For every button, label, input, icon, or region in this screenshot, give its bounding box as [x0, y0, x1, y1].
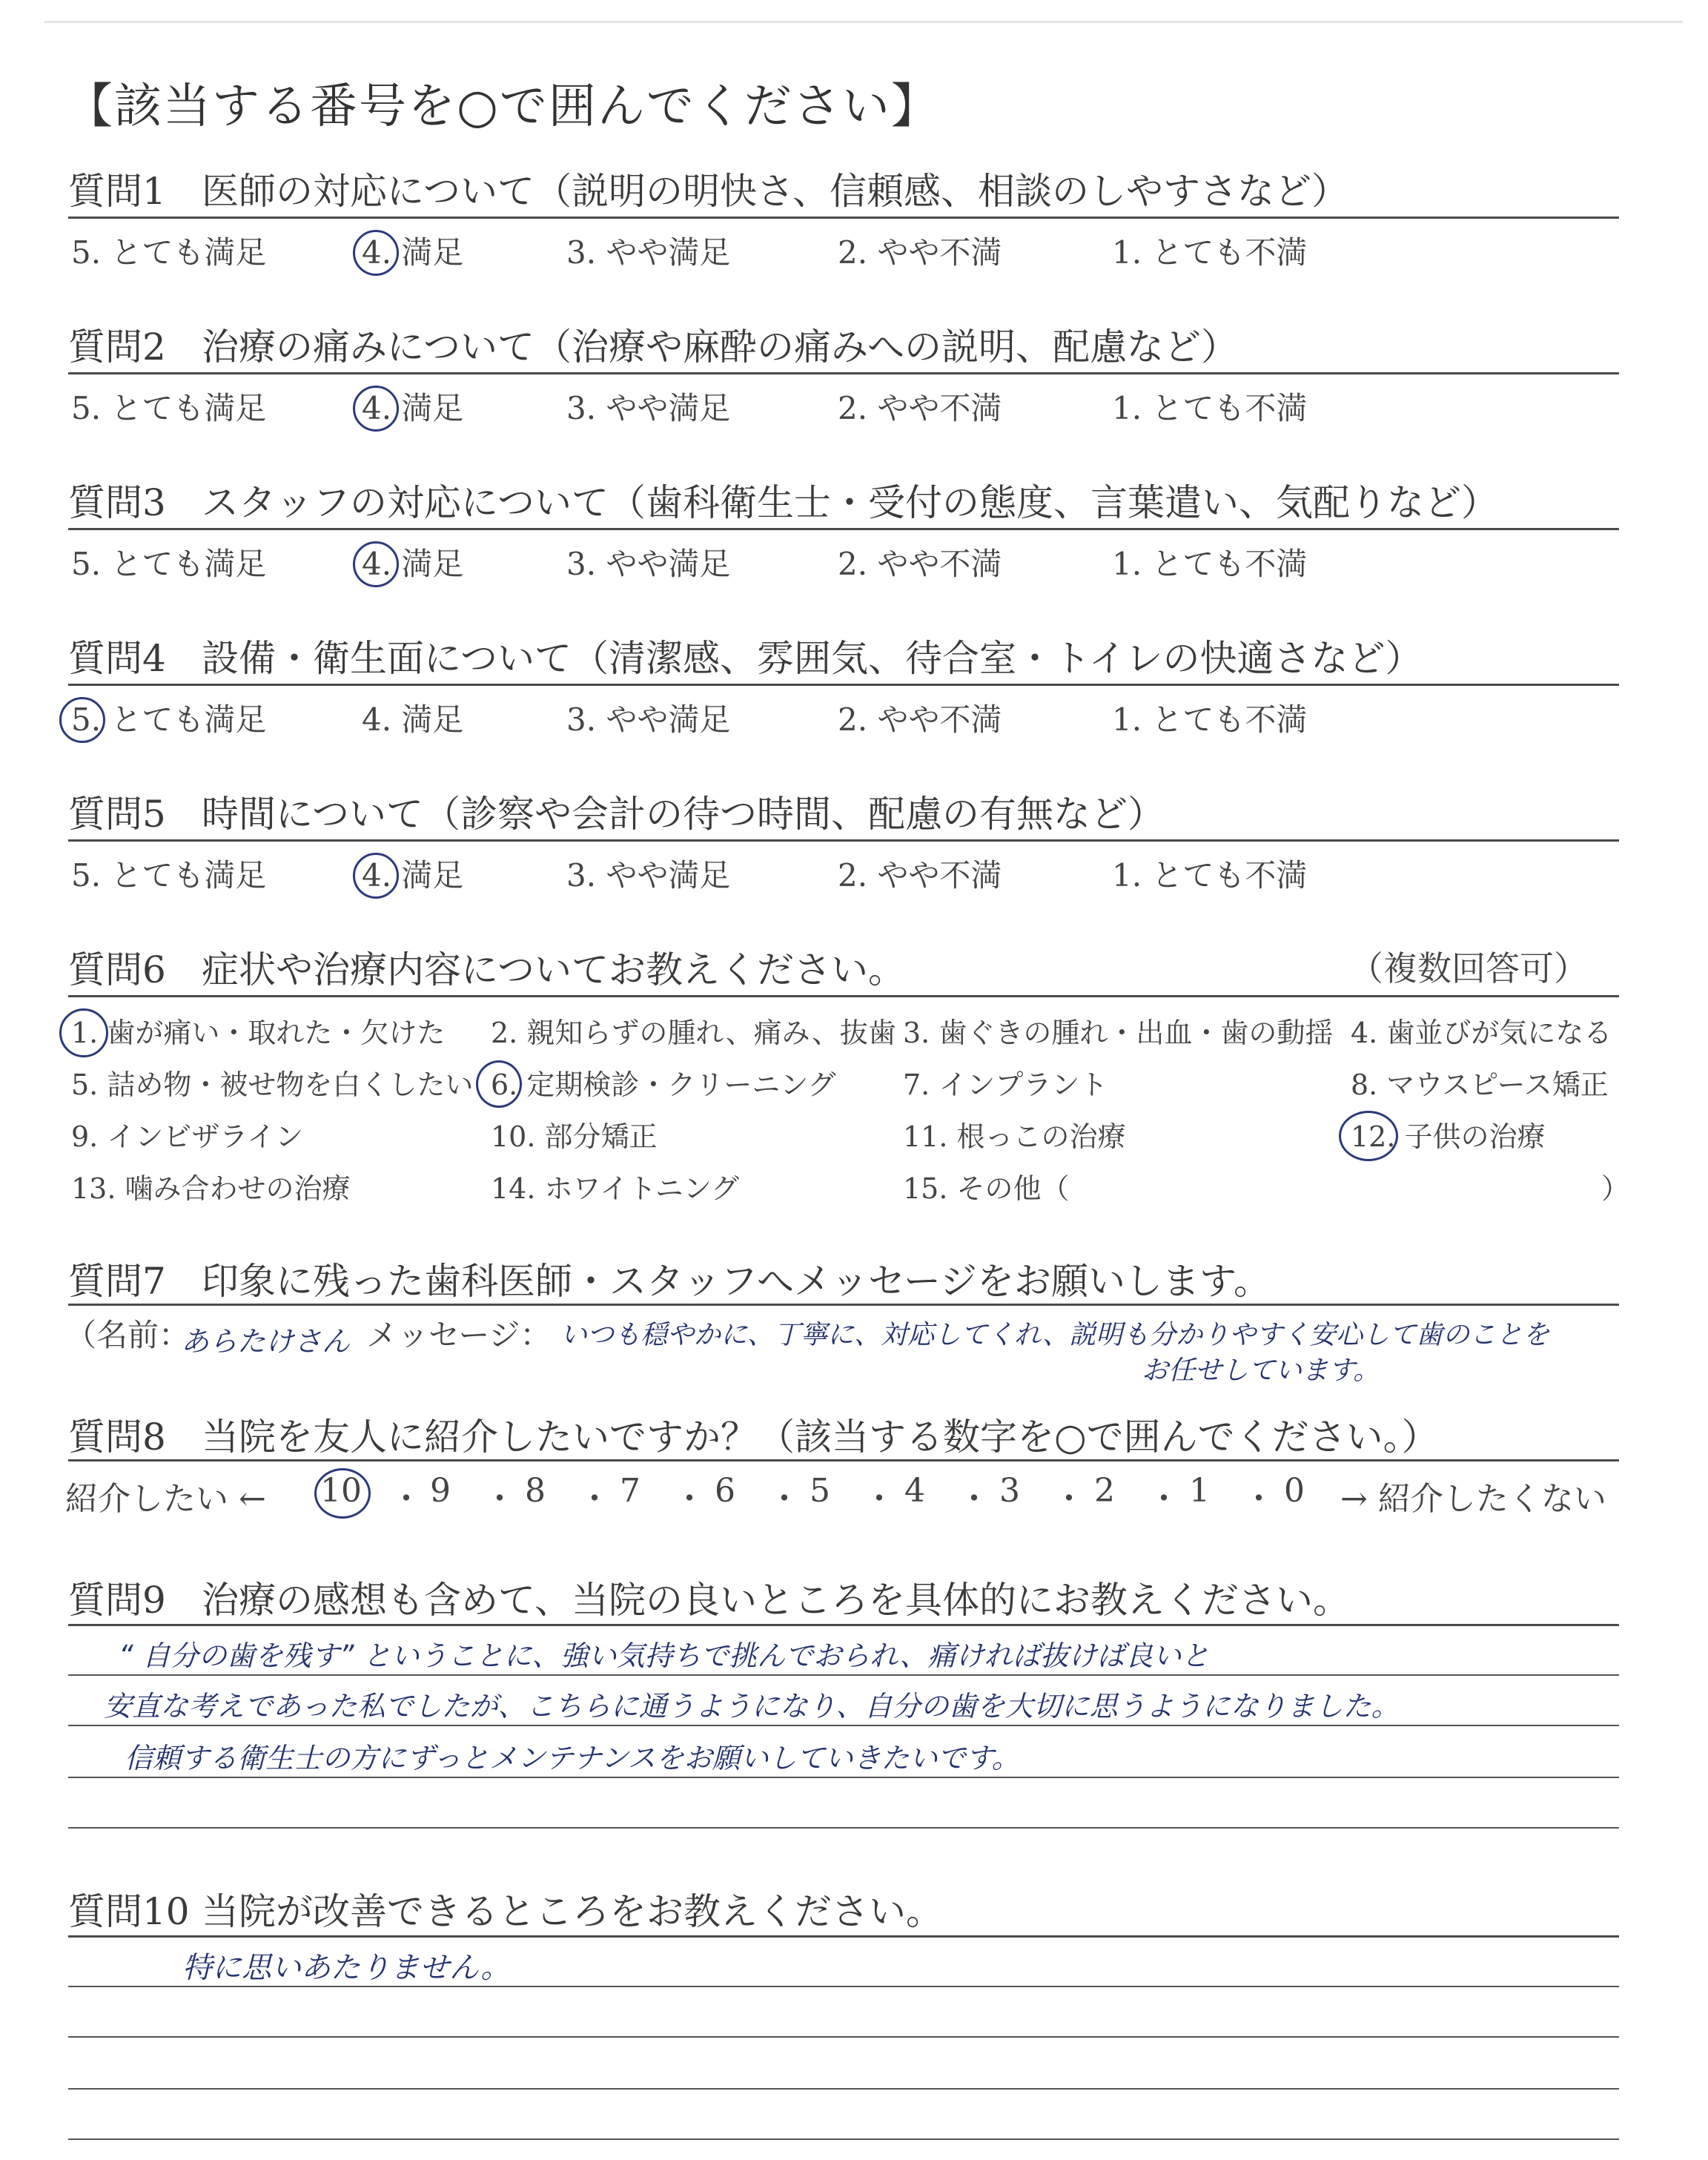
- question-text: 印象に残った歯科医師・スタッフへメッセージをお願いします。: [202, 1260, 1271, 1303]
- q6-option-4[interactable]: 4. 歯並びが気になる: [1351, 1017, 1612, 1049]
- q6-option-2[interactable]: 2. 親知らずの腫れ、痛み、抜歯: [491, 1017, 896, 1049]
- question-5-heading: [68, 785, 1165, 838]
- divider: [68, 1935, 1619, 1938]
- answer-line: [68, 1674, 1619, 1676]
- page-title: 【該当する番号を○で囲んでください】: [65, 79, 940, 134]
- question-number: 質問8: [68, 1416, 166, 1459]
- option-4[interactable]: 4. 満足: [362, 390, 464, 426]
- divider: [68, 1304, 1619, 1306]
- question-text: 治療の痛みについて（治療や麻酔の痛みへの説明、配慮など）: [202, 326, 1238, 369]
- q9-answer-line-2[interactable]: 安直な考えであった私でしたが、こちらに通うようになり、自分の歯を大切に思うようになりました。: [104, 1690, 1400, 1723]
- option-4[interactable]: 4. 満足: [362, 546, 464, 582]
- selection-circle: [59, 697, 105, 743]
- option-2[interactable]: 2. やや不満: [838, 857, 1002, 894]
- selection-circle: [353, 386, 399, 432]
- question-text: 症状や治療内容についてお教えください。: [202, 948, 905, 991]
- q10-answer[interactable]: 特に思いあたりません。: [182, 1951, 511, 1985]
- question-number: 質問1: [68, 170, 166, 213]
- question-7-heading: [68, 1252, 1271, 1305]
- option-1[interactable]: 1. とても不満: [1112, 234, 1308, 271]
- q6-option-10[interactable]: 10. 部分矯正: [491, 1120, 658, 1153]
- option-4[interactable]: 4. 満足: [362, 857, 464, 894]
- scale-dot: ・: [1053, 1480, 1085, 1518]
- answer-line: [68, 2138, 1619, 2140]
- selection-circle: [353, 230, 399, 276]
- question-text: 時間について（診察や会計の待つ時間、配慮の有無など）: [202, 793, 1165, 836]
- question-1-heading: [68, 162, 1348, 215]
- option-5[interactable]: 5. とても満足: [71, 546, 267, 582]
- divider: [68, 839, 1619, 842]
- q6-option-1[interactable]: 1. 歯が痛い・取れた・欠けた: [71, 1017, 446, 1049]
- option-3[interactable]: 3. やや満足: [566, 701, 731, 738]
- scale-dot: ・: [863, 1480, 896, 1518]
- divider: [68, 995, 1619, 997]
- option-3[interactable]: 3. やや満足: [566, 857, 731, 894]
- option-3[interactable]: 3. やや満足: [566, 546, 731, 582]
- question-number: 質問9: [68, 1579, 166, 1622]
- q6-option-3[interactable]: 3. 歯ぐきの腫れ・出血・歯の動揺: [903, 1017, 1334, 1049]
- question-text: 設備・衛生面について（清潔感、雰囲気、待合室・トイレの快適さなど）: [202, 637, 1423, 680]
- scale-9[interactable]: 9: [430, 1472, 451, 1510]
- q6-option-12[interactable]: 12. 子供の治療: [1351, 1120, 1546, 1153]
- question-number: 質問10: [68, 1890, 190, 1933]
- scale-5[interactable]: 5: [810, 1472, 830, 1510]
- divider: [68, 217, 1619, 219]
- question-number: 質問5: [68, 793, 166, 836]
- question-6-heading: [68, 940, 905, 994]
- option-1[interactable]: 1. とても不満: [1112, 546, 1308, 582]
- scale-6[interactable]: 6: [715, 1472, 735, 1510]
- scale-2[interactable]: 2: [1094, 1472, 1115, 1510]
- question-text: 当院を友人に紹介したいですか？（該当する数字を○で囲んでください。）: [202, 1416, 1439, 1459]
- scale-dot: ・: [1148, 1480, 1180, 1518]
- divider: [68, 372, 1619, 374]
- option-2[interactable]: 2. やや不満: [838, 390, 1002, 426]
- q6-option-15[interactable]: 15. その他（: [903, 1172, 1070, 1205]
- question-number: 質問6: [68, 948, 166, 991]
- q6-option-9[interactable]: 9. インビザライン: [71, 1120, 304, 1153]
- scale-dot: ・: [578, 1480, 611, 1518]
- scale-dot: ・: [1242, 1480, 1275, 1518]
- selection-circle: [476, 1060, 522, 1108]
- question-3-heading: [68, 473, 1498, 526]
- answer-line: [68, 2088, 1619, 2090]
- recommend-left-label: 紹介したい ←: [65, 1480, 266, 1518]
- option-3[interactable]: 3. やや満足: [566, 390, 731, 426]
- selection-circle: [353, 541, 399, 587]
- scale-dot: ・: [483, 1480, 516, 1518]
- divider: [68, 528, 1619, 530]
- q6-option-6[interactable]: 6. 定期検診・クリーニング: [491, 1069, 836, 1101]
- scale-dot: ・: [768, 1480, 801, 1518]
- question-9-heading: [68, 1571, 1350, 1624]
- name-label: （名前：: [65, 1317, 191, 1353]
- option-2[interactable]: 2. やや不満: [838, 701, 1002, 738]
- selection-circle: [314, 1468, 371, 1519]
- scale-1[interactable]: 1: [1189, 1472, 1210, 1510]
- multiple-answers-note: （複数回答可）: [1349, 948, 1588, 988]
- question-text: スタッフの対応について（歯科衛生士・受付の態度、言葉遣い、気配りなど）: [202, 481, 1498, 524]
- question-text: 医師の対応について（説明の明快さ、信頼感、相談のしやすさなど）: [202, 170, 1348, 213]
- question-4-heading: [68, 629, 1423, 682]
- selection-circle: [59, 1008, 108, 1057]
- question-number: 質問4: [68, 637, 166, 680]
- answer-line: [68, 1777, 1619, 1778]
- option-4[interactable]: 4. 満足: [362, 234, 464, 271]
- selection-circle: [353, 853, 399, 899]
- message-label: メッセージ：: [366, 1317, 552, 1353]
- q6-option-5[interactable]: 5. 詰め物・被せ物を白くしたい: [71, 1069, 474, 1101]
- scale-0[interactable]: 0: [1284, 1472, 1305, 1510]
- option-5[interactable]: 5. とても満足: [71, 234, 267, 271]
- question-text: 当院が改善できるところをお教えください。: [202, 1890, 943, 1933]
- q6-option-13[interactable]: 13. 噛み合わせの治療: [71, 1172, 351, 1205]
- question-number: 質問2: [68, 326, 166, 369]
- answer-line: [68, 1827, 1619, 1829]
- option-5[interactable]: 5. とても満足: [71, 390, 267, 426]
- option-1[interactable]: 1. とても不満: [1112, 857, 1308, 894]
- question-number: 質問7: [68, 1260, 166, 1303]
- selection-circle: [1339, 1111, 1398, 1161]
- question-number: 質問3: [68, 481, 166, 524]
- q6-option-7[interactable]: 7. インプラント: [903, 1069, 1108, 1101]
- q6-other-close-paren: ）: [1601, 1172, 1630, 1205]
- option-1[interactable]: 1. とても不満: [1112, 390, 1308, 426]
- q6-option-11[interactable]: 11. 根っこの治療: [903, 1120, 1126, 1153]
- option-5[interactable]: 5. とても満足: [71, 701, 267, 738]
- question-text: 治療の感想も含めて、当院の良いところを具体的にお教えください。: [202, 1579, 1350, 1622]
- scale-10[interactable]: 10: [320, 1472, 362, 1510]
- question-8-heading: [68, 1407, 1439, 1461]
- scale-dot: ・: [390, 1480, 423, 1518]
- scale-dot: ・: [958, 1480, 990, 1518]
- question-10-heading: [68, 1882, 943, 1935]
- option-3[interactable]: 3. やや満足: [566, 234, 731, 271]
- name-value[interactable]: あらたけさん: [181, 1325, 351, 1358]
- top-edge: [44, 21, 1683, 23]
- scale-7[interactable]: 7: [620, 1472, 640, 1510]
- message-line-1[interactable]: いつも穏やかに、丁寧に、対応してくれ、説明も分かりやすく安心して歯のことを: [560, 1320, 1550, 1350]
- q9-answer-line-3[interactable]: 信頼する衛生士の方にずっとメンテナンスをお願いしていきたいです。: [125, 1742, 1020, 1774]
- q6-option-14[interactable]: 14. ホワイトニング: [491, 1172, 740, 1205]
- scale-dot: ・: [673, 1480, 706, 1518]
- option-2[interactable]: 2. やや不満: [838, 234, 1002, 271]
- question-2-heading: [68, 317, 1238, 371]
- scale-3[interactable]: 3: [999, 1472, 1020, 1510]
- option-5[interactable]: 5. とても満足: [71, 857, 267, 894]
- scale-8[interactable]: 8: [525, 1472, 546, 1510]
- scale-4[interactable]: 4: [904, 1472, 925, 1510]
- recommend-right-label: → 紹介したくない: [1340, 1480, 1606, 1518]
- q9-answer-line-1[interactable]: “ 自分の歯を残す” ということに、強い気持ちで挑んでおられ、痛ければ抜けば良いと: [119, 1639, 1210, 1672]
- option-4[interactable]: 4. 満足: [362, 701, 464, 738]
- message-line-2[interactable]: お任せしています。: [1142, 1355, 1380, 1386]
- option-1[interactable]: 1. とても不満: [1112, 701, 1308, 738]
- answer-line: [68, 1725, 1619, 1726]
- q6-option-8[interactable]: 8. マウスピース矯正: [1351, 1069, 1609, 1101]
- answer-line: [68, 2036, 1619, 2038]
- divider: [68, 1459, 1619, 1462]
- divider: [68, 1624, 1619, 1626]
- divider: [68, 684, 1619, 686]
- option-2[interactable]: 2. やや不満: [838, 546, 1002, 582]
